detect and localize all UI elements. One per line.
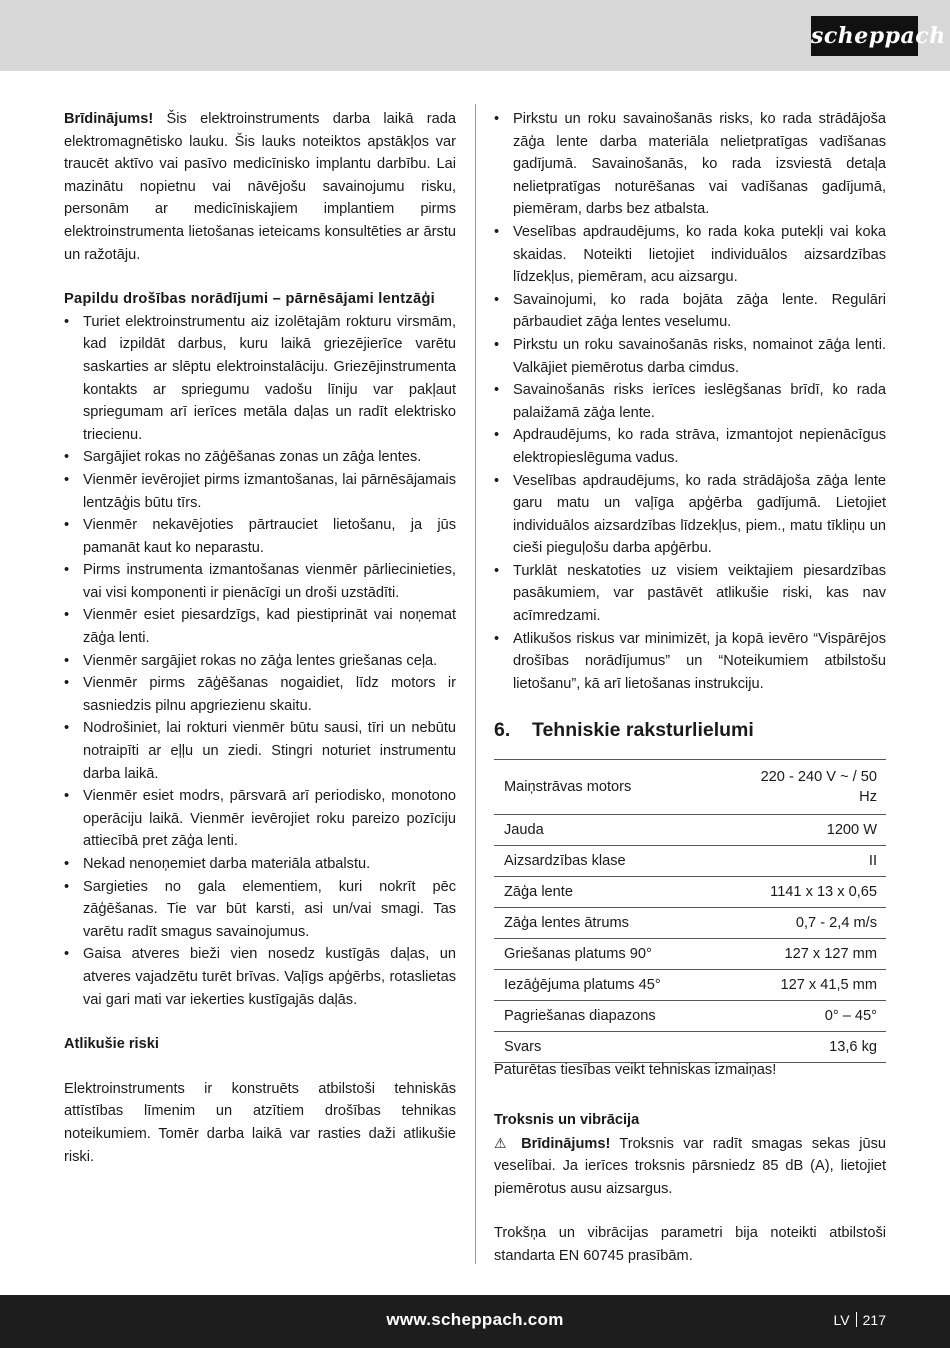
table-row [494,939,886,970]
list-item: • Veselības apdraudējums, ko rada koka putekļi vai koka skaidas. Noteikti lietojiet individuālos aizsardzības līdzekļus, piemēram, acu aizsargu. [494,221,886,289]
list-item: • Pirkstu un roku savainošanās risks, nomainot zāģa lenti. Valkājiet piemērotus darba cimdus. [494,334,886,379]
list-item: • Nekad nenoņemiet darba materiāla atbalstu. [64,853,456,876]
tech-specs-heading [494,717,886,743]
spec-value: 13,6 kg [747,1032,886,1063]
noise-warning-label: Brīdinājums! [521,1135,611,1152]
spec-value: 127 x 127 mm [747,939,886,970]
list-item: • Vienmēr sargājiet rokas no zāģa lentes griešanas ceļa. [64,650,456,673]
spec-label: Zāģa lente [494,877,747,908]
section-number: 6. [494,719,511,742]
footer-url[interactable]: www.scheppach.com [386,1310,564,1329]
list-item: • Sargieties no gala elementiem, kuri nokrīt pēc zāģēšanas. Tie var būt karsti, asi un/vai smagi. Tas varētu radīt smagus savainojumus. [64,876,456,944]
spec-label: Jauda [494,815,747,846]
list-item: • Atlikušos riskus var minimizēt, ja kopā ievēro “Vispārējos drošības norādījumus” un “Noteikumiem atbilstošu lietošanu”, kā arī lietošanas instrukciju. [494,628,886,696]
page-indicator [834,1312,886,1328]
list-item: • Apdraudējums, ko rada strāva, izmantojot nepienācīgus elektropieslēguma vadus. [494,424,886,469]
list-item: • Vienmēr ievērojiet pirms izmantošanas, lai pārnēsājamais lentzāģis būtu tīrs. [64,469,456,514]
header-bar [0,0,950,71]
table-row [494,846,886,877]
list-item: • Nodrošiniet, lai rokturi vienmēr būtu sausi, tīri un nebūtu notraipīti ar eļļu un ziedi. Stingri noturiet instrumentu darba laikā. [64,717,456,785]
list-item: • Turklāt neskatoties uz visiem veiktajiem piesardzības pasākumiem, var pastāvēt atlikušie riski, kas nav acīmredzami. [494,560,886,628]
column-divider [475,104,476,1264]
table-row [494,908,886,939]
list-item: • Sargājiet rokas no zāģēšanas zonas un zāģa lentes. [64,446,456,469]
list-item: • Veselības apdraudējums, ko rada strādājoša zāģa lente garu matu un vaļīga apģērba gadījumā. Lietojiet individuālos aizsardzības līdzekļus, piem., matu tīkliņu un cieši pieguļošu darba apģērbu. [494,470,886,560]
spec-label: Aizsardzības klase [494,846,747,877]
noise-warning-paragraph [494,1132,886,1201]
list-item: • Vienmēr nekavējoties pārtrauciet lietošanu, ja jūs pamanāt kaut ko neparastu. [64,514,456,559]
list-item: • Pirkstu un roku savainošanās risks, ko rada strādājoša zāģa lente darba materiāla nelietpratīgas vadīšanas gadījumā. Savainošanās, ko rada izsviestā detaļa nelietpratīgas noturēšanas vai vadīšanas gadījumā, piemēram, darbs bez atbalsta. [494,108,886,221]
list-item: • Savainošanās risks ierīces ieslēgšanas brīdī, ko rada palaižamā zāģa lente. [494,379,886,424]
emf-warning-label: Brīdinājums! [64,111,154,127]
table-row [494,815,886,846]
spec-label: Zāģa lentes ātrums [494,908,747,939]
spec-value: 1200 W [747,815,886,846]
emf-warning-paragraph [64,108,456,266]
spec-label: Svars [494,1032,747,1063]
emf-warning-text: Šis elektroinstruments darba laikā rada elektromagnētisko lauku. Šis lauks noteiktos apstākļos var traucēt aktīvo vai pasīvo medicīnisko implantu darbību. Lai mazinātu nopietnu vai nāvējošu savainojumu risku, personām ar medicīniskajiem implantiem pirms elektroinstrumenta lietošanas ieteicams konsultēties ar ārstu un ražotāju. [64,111,456,263]
list-item: • Vienmēr esiet modrs, pārsvarā arī periodisko, monotono operāciju laikā. Vienmēr ievērojiet roku pareizo pozīciju attiecībā pret zāģa lenti. [64,785,456,853]
list-item: • Pirms instrumenta izmantošanas vienmēr pārliecinieties, vai visi komponenti ir pienācīgi un droši uzstādīti. [64,559,456,604]
left-column [64,108,456,1168]
spec-label: Maiņstrāvas motors [494,760,747,815]
rights-note: Paturētas tiesības veikt tehniskas izmaiņas! [494,1062,777,1079]
list-item: • Turiet elektroinstrumentu aiz izolētajām rokturu virsmām, kad izpildāt darbus, kuru laikā griezējierīce varētu saskarties ar slēptu elektroinstalāciju. Griezējinstrumenta kontakts ar spriegumu vadošu līniju var pakļaut spriegumam arī ierīces metāla daļas un radīt elektrisko triecienu. [64,311,456,447]
right-column [494,108,886,1268]
spec-label: Iezāģējuma platums 45° [494,970,747,1001]
spec-value: 0,7 - 2,4 m/s [747,908,886,939]
list-item: • Vienmēr esiet piesardzīgs, kad piestiprināt vai noņemat zāģa lenti. [64,604,456,649]
list-item: • Vienmēr pirms zāģēšanas nogaidiet, līdz motors ir sasniedzis pilnu apgriezienu skaitu. [64,672,456,717]
spec-label: Pagriešanas diapazons [494,1001,747,1032]
table-row [494,877,886,908]
language-code: LV [833,1312,850,1328]
table-row [494,1001,886,1032]
residual-risks-text: Elektroinstruments ir konstruēts atbilstoši tehniskās attīstības līmenim un atzītiem drošības tehnikas noteikumiem. Tomēr darba laikā var rasties daži atlikušie riski. [64,1080,456,1165]
table-row [494,970,886,1001]
table-row [494,760,886,815]
noise-standard-text: Trokšņa un vibrācijas parametri bija noteikti atbilstoši standarta EN 60745 prasībām. [494,1225,886,1264]
spec-value: 220 - 240 V ~ / 50 Hz [747,760,886,815]
warning-triangle-icon: ⚠ [494,1134,512,1151]
spec-value: II [747,846,886,877]
table-row [494,1032,886,1063]
spec-label: Griešanas platums 90° [494,939,747,970]
spec-value: 127 x 41,5 mm [747,970,886,1001]
list-item: • Savainojumi, ko rada bojāta zāģa lente. Regulāri pārbaudiet zāģa lentes veselumu. [494,289,886,334]
spec-value: 1141 x 13 x 0,65 [747,877,886,908]
page-number: 217 [862,1312,886,1328]
brand-logo: scheppach [811,16,918,56]
list-item: • Gaisa atveres bieži vien nosedz kustīgās daļas, un atveres vajadzētu turēt brīvas. Vaļīgs apģērbs, rotaslietas vai gari mati var iekerties kustīgajās daļās. [64,943,456,1011]
footer-bar [0,1295,950,1348]
noise-warning-text: Troksnis var radīt smagas sekas jūsu veselībai. Ja ierīces troksnis pārsniedz 85 dB (A), lietojiet piemērotus ausu aizsargus. [494,1135,886,1197]
residual-risks-title: Atlikušie riski [64,1036,159,1053]
safety-section-title: Papildu drošības norādījumi – pārnēsājami lentzāģi [64,291,436,308]
spec-value: 0° – 45° [747,1001,886,1032]
noise-title: Troksnis un vibrācija [494,1112,640,1129]
section-title: Tehniskie raksturlielumi [532,719,754,742]
residual-risk-bullet-list [494,108,886,695]
safety-bullet-list [64,311,456,1011]
tech-specs-table [494,759,886,1063]
